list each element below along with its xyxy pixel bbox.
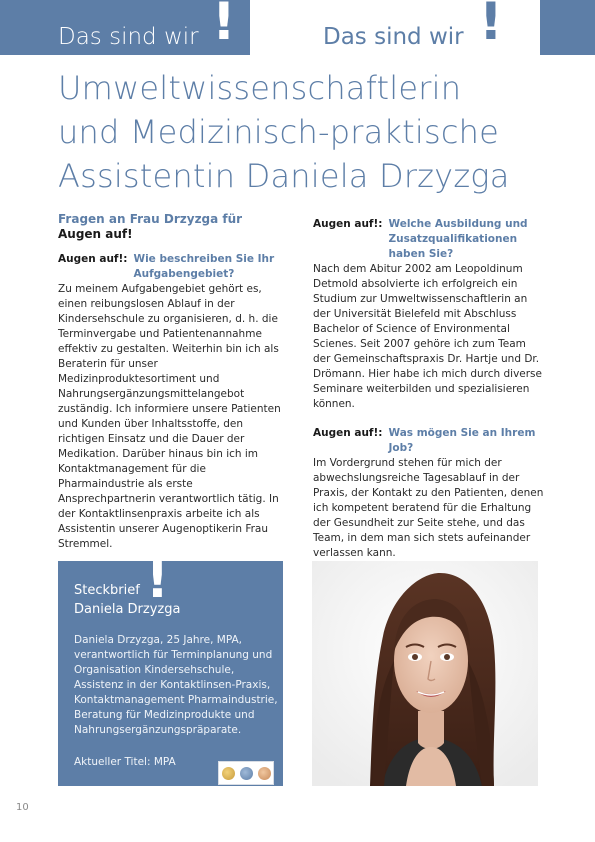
page-number: 10 xyxy=(16,802,29,813)
headline-line-1: Umweltwissenschaftlerin xyxy=(58,69,462,107)
logo-circle-icon xyxy=(240,767,253,780)
portrait-illustration xyxy=(312,561,538,786)
qa-question-text: Wie beschreiben Sie Ihr Aufgabengebiet? xyxy=(133,253,275,280)
logo-circle-icon xyxy=(222,767,235,780)
profile-box xyxy=(58,551,283,786)
qa-answer-2: Nach dem Abitur 2002 am Leopoldinum Detmold absolvierte ich erfolgreich ein Studium zur Umweltwissenschaftlerin an der Universität Bielefeld mit Abschluss Bachelor of Science of Environmental Scienes. Seit 2007 gehöre ich zum Team der Gemeinschaftspraxis Dr. Hartje und Dr. Drömann. Hier habe ich mich durch diverse Seminare weiterbilden und spezialisieren können. xyxy=(313,263,542,410)
spacer xyxy=(313,412,545,426)
portrait-photo xyxy=(312,561,538,786)
exclamation-mark-profile: ! xyxy=(146,551,169,609)
right-column xyxy=(313,217,545,561)
qa-question-text: Welche Ausbildung und Zusatzqualifikationen haben Sie? xyxy=(388,218,528,260)
intro-title: Fragen an Frau Drzyzga für xyxy=(58,212,243,226)
intro-subtitle: Augen auf! xyxy=(58,227,133,241)
exclamation-mark-left: ! xyxy=(212,0,236,52)
logo-circle-icon xyxy=(258,767,271,780)
header-blue-block-right xyxy=(540,0,595,55)
headline-line-2: und Medizinisch-praktische xyxy=(58,113,499,151)
profile-description: Daniela Drzyzga, 25 Jahre, MPA, verantwortlich für Terminplanung und Organisation Kindersehschule, Assistenz in der Kontaktlinsen-Praxis, Kontaktmanagement Pharmaindustrie, Beratung für Medizinprodukte und Nahrungsergänzungspräparate. xyxy=(74,634,278,736)
qa-label: Augen auf!: xyxy=(313,218,383,230)
qa-question-text: Was mögen Sie an Ihrem Job? xyxy=(388,427,536,454)
qa-question-1 xyxy=(58,252,288,282)
qa-label: Augen auf!: xyxy=(58,253,128,265)
practice-logo xyxy=(218,761,274,785)
profile-name: Daniela Drzyzga xyxy=(74,602,181,617)
article-headline xyxy=(58,66,578,198)
profile-heading-label: Steckbrief xyxy=(74,583,140,598)
qa-answer-3: Im Vordergrund stehen für mich der abwechslungsreiche Tagesablauf in der Praxis, der Kontakt zu den Patienten, denen ich kompetent beratend für die Erhaltung der Gesundheit zur Seite stehe, und das Team, in dem man sich stets aufeinander verlassen kann. xyxy=(313,457,544,559)
headline-line-3: Assistentin Daniela Drzyzga xyxy=(58,157,510,195)
qa-question-2 xyxy=(313,217,545,262)
section-tag-left: Das sind wir xyxy=(58,24,199,50)
exclamation-mark-right: ! xyxy=(479,0,503,52)
qa-label: Augen auf!: xyxy=(313,427,383,439)
left-column xyxy=(58,212,288,552)
profile-current-title: Aktueller Titel: MPA xyxy=(74,756,176,768)
qa-question-3 xyxy=(313,426,545,456)
section-tag-right: Das sind wir xyxy=(323,24,464,50)
qa-answer-1: Zu meinem Aufgabengebiet gehört es, einen reibungslosen Ablauf in der Kindersehschule zu organisieren, d. h. die Terminvergabe und Patientenannahme effektiv zu gestalten. Weiterhin bin ich als Beraterin für unser Medizinproduktesortiment und Nahrungsergänzungsmittelangebot zuständig. Ich informiere unsere Patienten und Kunden über Inhaltsstoffe, den richtigen Einsatz und die Dauer der Medikation. Darüber hinaus bin ich im Kontaktmanagement für die Pharmaindustrie als erste Ansprechpartnerin verantwortlich tätig. In der Kontaktlinsenpraxis arbeite ich als Assistentin unserer Augenoptikerin Frau Stremmel. xyxy=(58,283,281,550)
header-bar xyxy=(0,0,595,55)
